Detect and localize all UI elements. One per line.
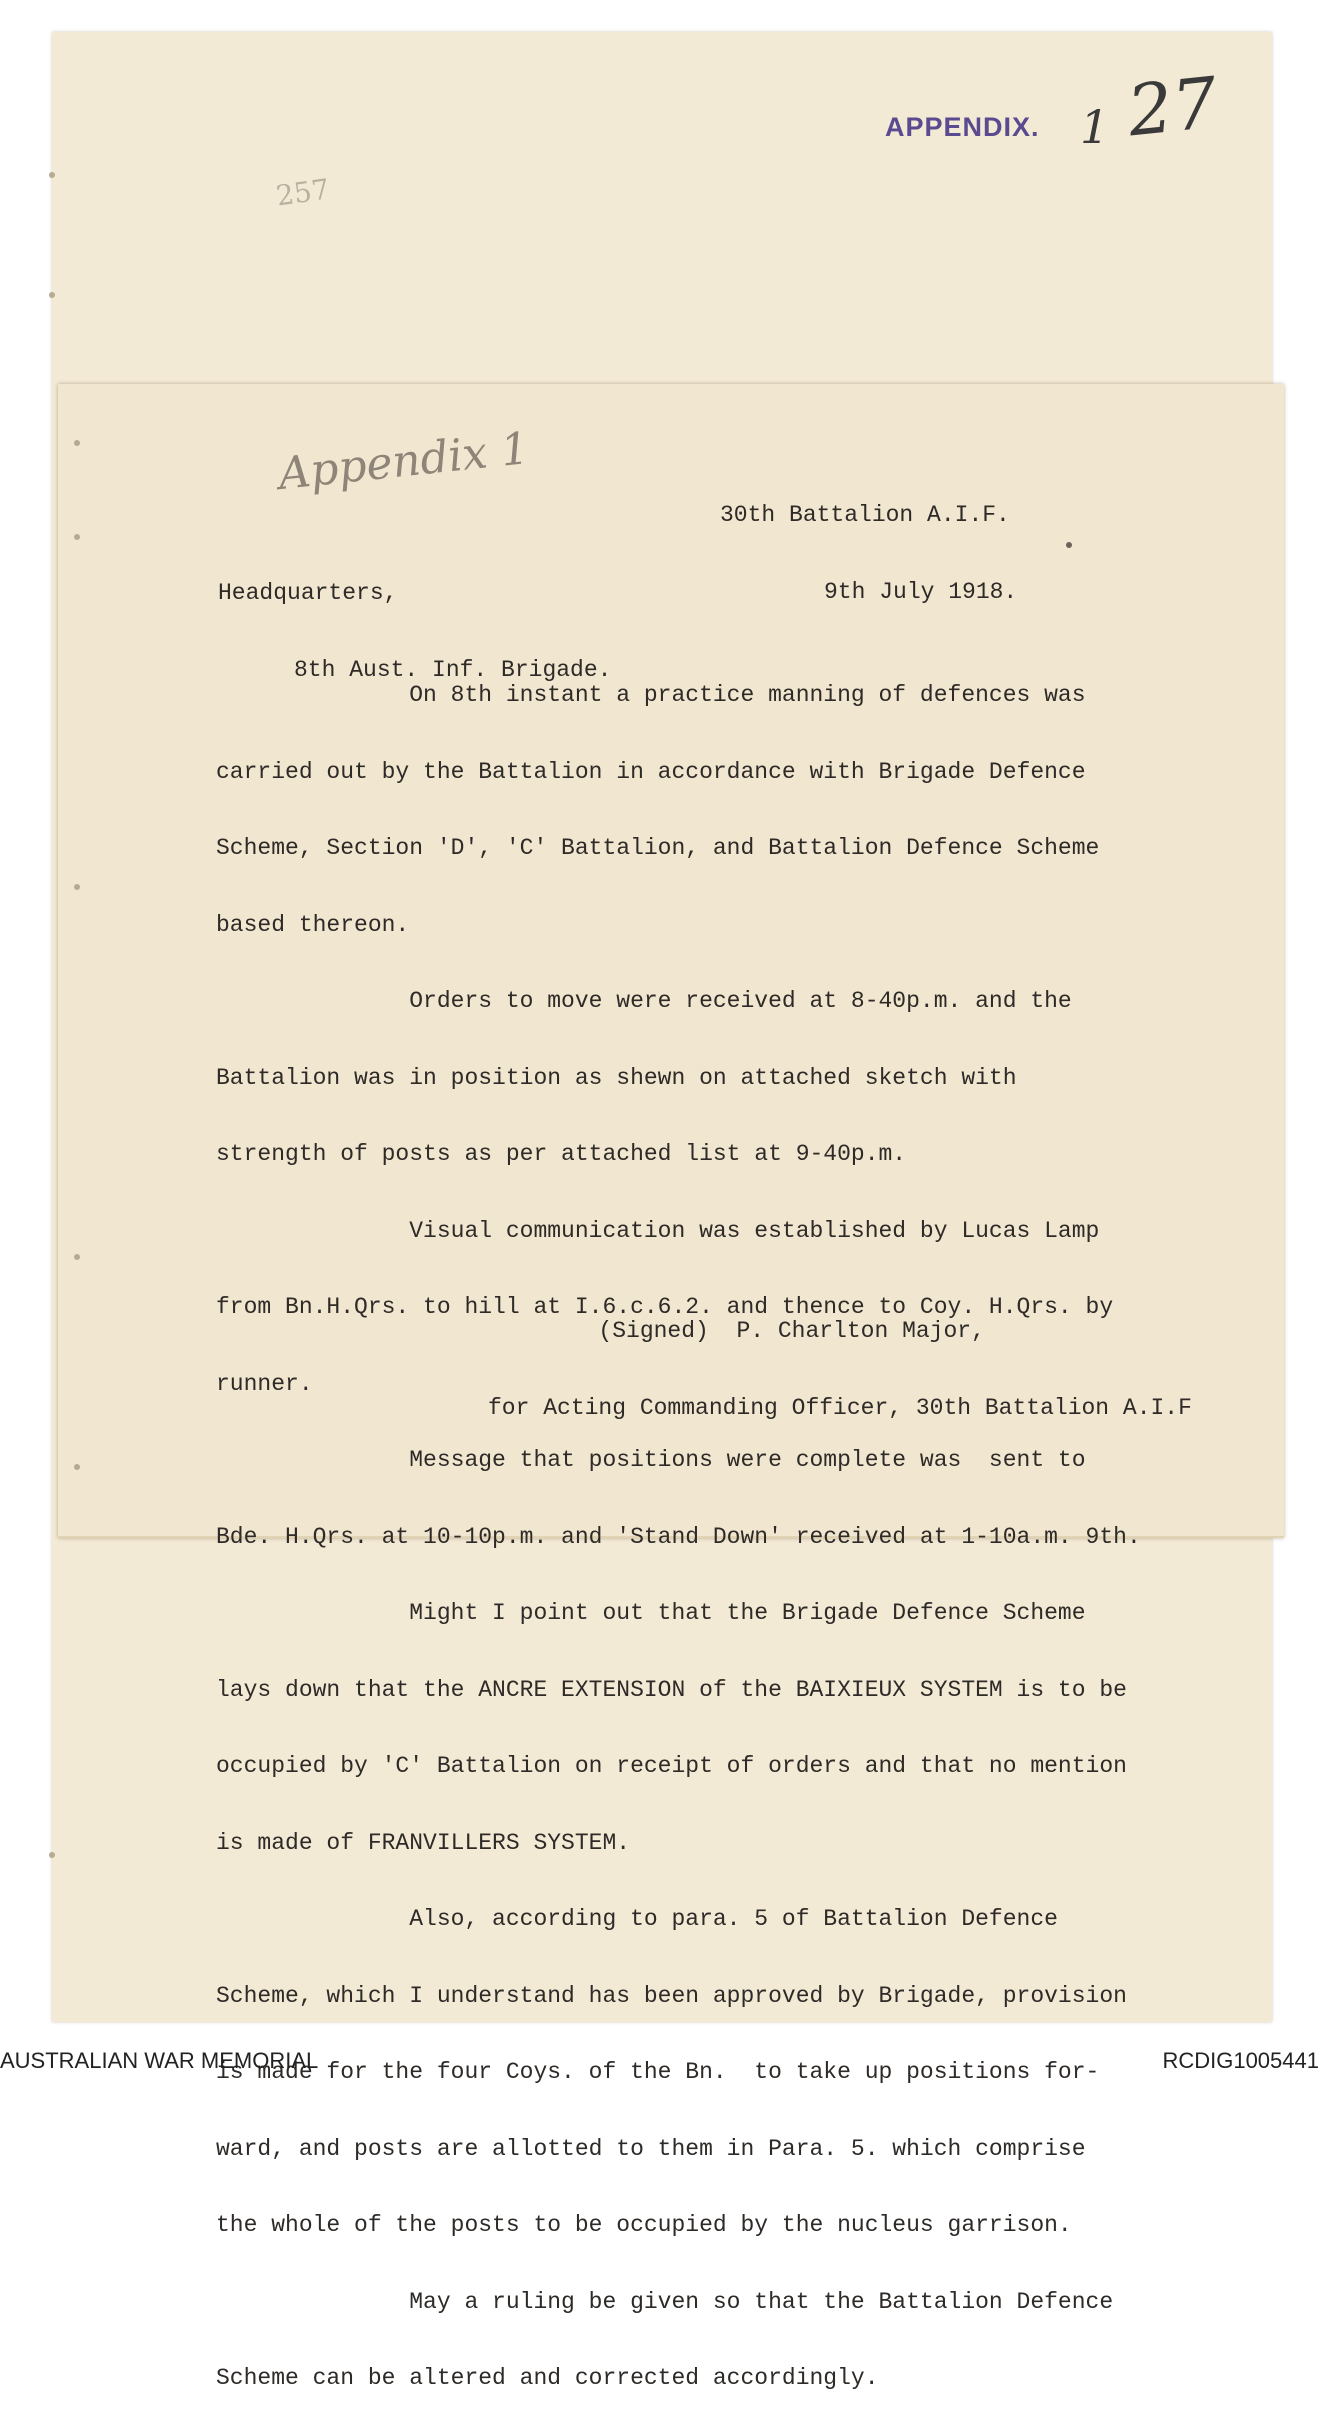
ink-dot bbox=[1066, 542, 1072, 548]
punch-hole bbox=[74, 534, 80, 540]
pencil-number-1: 1 bbox=[1080, 100, 1110, 154]
body-line: Might I point out that the Brigade Defence Scheme bbox=[216, 1600, 1086, 1626]
body-line: Scheme, which I understand has been approved by Brigade, provision bbox=[216, 1982, 1127, 2009]
punch-hole bbox=[49, 172, 55, 178]
punch-hole bbox=[74, 884, 80, 890]
body-line: from Bn.H.Qrs. to hill at I.6.c.6.2. and thence to Coy. H.Qrs. by bbox=[216, 1294, 1114, 1320]
signature-title: for Acting Commanding Officer, 30th Battalion A.I.F bbox=[488, 1394, 1192, 1421]
body-line: Also, according to para. 5 of Battalion Defence bbox=[216, 1906, 1058, 1932]
faint-page-number: 257 bbox=[273, 172, 332, 213]
footer-record-id: RCDIG1005441 bbox=[1162, 2048, 1319, 2073]
body-line: Scheme, Section 'D', 'C' Battalion, and Battalion Defence Scheme bbox=[216, 835, 1100, 861]
body-line: Battalion was in position as shewn on attached sketch with bbox=[216, 1064, 1017, 1091]
punch-hole bbox=[49, 292, 55, 298]
body-line: lays down that the ANCRE EXTENSION of the BAIXIEUX SYSTEM is to be bbox=[216, 1676, 1127, 1703]
body-line: runner. bbox=[216, 1370, 313, 1397]
address-line: Headquarters, bbox=[218, 580, 398, 606]
body-line: strength of posts as per attached list at 9-40p.m. bbox=[216, 1141, 907, 1167]
punch-hole bbox=[74, 1464, 80, 1470]
body-line: occupied by 'C' Battalion on receipt of orders and that no mention bbox=[216, 1753, 1127, 1779]
appendix-stamp: APPENDIX. bbox=[885, 112, 1040, 142]
body-line: May a ruling be given so that the Battalion Defence bbox=[216, 2288, 1114, 2315]
body-line: based thereon. bbox=[216, 911, 410, 938]
letter-date: 9th July 1918. bbox=[824, 578, 1018, 605]
punch-hole bbox=[74, 1254, 80, 1260]
body-line: Orders to move were received at 8-40p.m. and the bbox=[216, 988, 1072, 1014]
body-line: carried out by the Battalion in accordance with Brigade Defence bbox=[216, 758, 1086, 785]
signature-block bbox=[488, 1268, 1192, 1447]
punch-hole bbox=[49, 1852, 55, 1858]
body-line: On 8th instant a practice manning of defences was bbox=[216, 682, 1086, 708]
letter-header bbox=[720, 452, 1017, 631]
letter-body bbox=[216, 632, 1141, 2417]
body-line: is made for the four Coys. of the Bn. to take up positions for- bbox=[216, 2059, 1100, 2085]
body-line: ward, and posts are allotted to them in Para. 5. which comprise bbox=[216, 2135, 1086, 2162]
body-line: the whole of the posts to be occupied by the nucleus garrison. bbox=[216, 2212, 1072, 2238]
body-line: Visual communication was established by Lucas Lamp bbox=[216, 1217, 1100, 1244]
handwritten-appendix-note: Appendix 1 bbox=[276, 422, 532, 501]
pencil-number-27: 27 bbox=[1123, 61, 1222, 153]
address-line: 8th Aust. Inf. Brigade. bbox=[294, 656, 612, 683]
sender-unit: 30th Battalion A.I.F. bbox=[720, 502, 1010, 528]
body-line: Bde. H.Qrs. at 10-10p.m. and 'Stand Down' received at 1-10a.m. 9th. bbox=[216, 1523, 1141, 1550]
body-line: Scheme can be altered and corrected accordingly. bbox=[216, 2365, 879, 2391]
signature-line: (Signed) P. Charlton Major, bbox=[488, 1318, 985, 1344]
punch-hole bbox=[74, 440, 80, 446]
body-line: Message that positions were complete was sent to bbox=[216, 1447, 1086, 1473]
body-line: is made of FRANVILLERS SYSTEM. bbox=[216, 1829, 631, 1856]
footer-institution: AUSTRALIAN WAR MEMORIAL bbox=[0, 2048, 319, 2073]
